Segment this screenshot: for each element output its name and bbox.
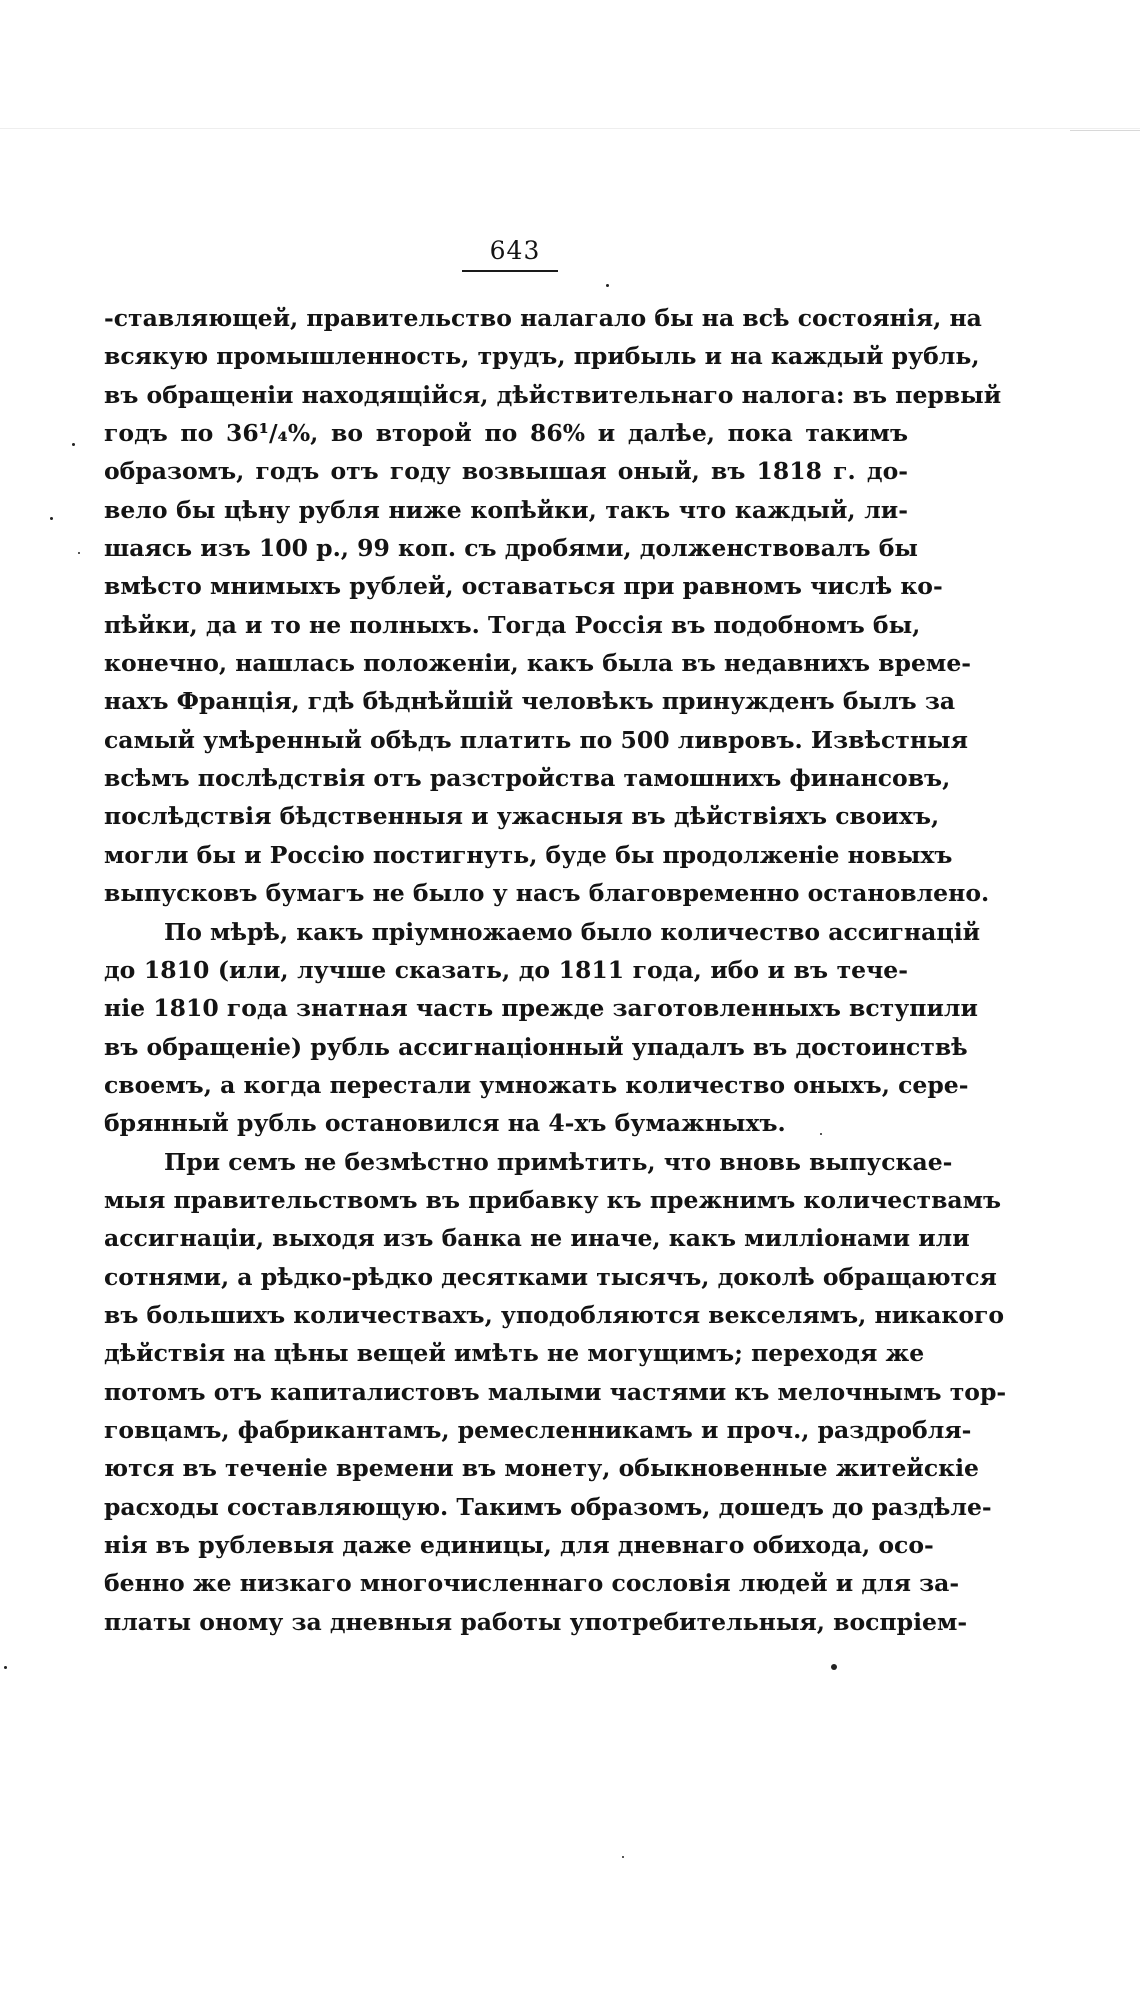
text-line: въ обращеніи находящійся, дѣйствительнаго налога: въ первый: [104, 380, 1002, 409]
paragraph: [104, 913, 981, 1143]
text-line: вмѣсто мнимыхъ рублей, оставаться при равномъ числѣ ко-: [104, 572, 943, 601]
paragraph: [104, 299, 1002, 913]
text-line: конечно, нашлась положеніи, какъ была въ недавнихъ време-: [104, 649, 972, 678]
scan-speck: [78, 552, 80, 554]
text-line: нахъ Франція, гдѣ бѣднѣйшій человѣкъ принужденъ былъ за: [104, 687, 956, 716]
text-line: ассигнаціи, выходя изъ банка не иначе, какъ милліонами или: [104, 1224, 970, 1253]
text-line: При семъ не безмѣстно примѣтить, что вновь выпускае-: [164, 1147, 953, 1176]
text-line: могли бы и Россію постигнуть, буде бы продолженіе новыхъ: [104, 840, 953, 869]
text-line: всѣмъ послѣдствія отъ разстройства тамошнихъ финансовъ,: [104, 764, 951, 793]
text-line: шаясь изъ 100 р., 99 коп. съ дробями, долженствовалъ бы: [104, 534, 918, 563]
text-line: дѣйствія на цѣны вещей имѣть не могущимъ; переходя же: [104, 1339, 925, 1368]
text-line: образомъ, годъ отъ году возвышая оный, въ 1818 г. до-: [104, 457, 908, 486]
page-number: 643: [489, 236, 541, 265]
text-line: въ большихъ количествахъ, уподобляются векселямъ, никакого: [104, 1300, 1005, 1329]
scan-edge-mark: [1070, 130, 1140, 131]
text-line: брянный рубль остановился на 4-хъ бумажныхъ.: [104, 1109, 786, 1138]
text-line: ніе 1810 года знатная часть прежде заготовленныхъ вступили: [104, 994, 978, 1023]
text-line: платы оному за дневныя работы употребительныя, воспріем-: [104, 1607, 968, 1636]
text-line: до 1810 (или, лучше сказать, до 1811 года, ибо и въ тече-: [104, 955, 908, 984]
text-line: ются въ теченіе времени въ монету, обыкновенные житейскіе: [104, 1454, 979, 1483]
text-line: расходы составляющую. Такимъ образомъ, дошедъ до раздѣле-: [104, 1492, 992, 1521]
text-line: По мѣрѣ, какъ пріумножаемо было количество ассигнацій: [164, 917, 981, 946]
text-line: -ставляющей, правительство налагало бы на всѣ состоянія, на: [104, 304, 982, 332]
text-line: потомъ отъ капиталистовъ малыми частями къ мелочнымъ тор-: [104, 1377, 1007, 1406]
text-line: самый умѣренный обѣдъ платить по 500 ливровъ. Извѣстныя: [104, 725, 968, 754]
text-line: послѣдствія бѣдственныя и ужасныя въ дѣйствіяхъ своихъ,: [104, 802, 940, 831]
body-text: [104, 299, 1007, 1641]
scan-speck: [820, 1133, 822, 1135]
text-line: нія въ рублевыя даже единицы, для дневнаго обихода, осо-: [104, 1531, 934, 1559]
scan-speck: [622, 1856, 624, 1858]
scan-speck: [606, 284, 609, 287]
text-line: пѣйки, да и то не полныхъ. Тогда Россія въ подобномъ бы,: [104, 610, 921, 639]
scan-speck: [50, 517, 53, 520]
paragraph: [104, 1143, 1007, 1641]
scan-speck: [72, 443, 75, 446]
text-line: годъ по 36¹/₄%, во второй по 86% и далѣе, пока такимъ: [104, 419, 908, 448]
scan-speck: [831, 1664, 837, 1670]
scan-speck: [4, 1666, 7, 1669]
text-line: бенно же низкаго многочисленнаго сословія людей и для за-: [104, 1569, 960, 1598]
text-line: своемъ, а когда перестали умножать количество оныхъ, сере-: [104, 1070, 969, 1099]
page-number-rule: [462, 270, 558, 272]
text-line: сотнями, а рѣдко-рѣдко десятками тысячъ, доколѣ обращаются: [104, 1262, 997, 1291]
text-line: выпусковъ бумагъ не было у насъ благовременно остановлено.: [104, 879, 990, 908]
text-line: мыя правительствомъ въ прибавку къ прежнимъ количествамъ: [104, 1185, 1002, 1214]
text-line: въ обращеніе) рубль ассигнаціонный упадалъ въ достоинствѣ: [104, 1032, 968, 1061]
scan-edge-line: [0, 128, 1140, 129]
text-line: говцамъ, фабрикантамъ, ремесленникамъ и проч., раздробля-: [104, 1415, 972, 1444]
text-line: вело бы цѣну рубля ниже копѣйки, такъ что каждый, ли-: [104, 495, 908, 524]
text-line: всякую промышленность, трудъ, прибыль и на каждый рубль,: [104, 342, 980, 371]
